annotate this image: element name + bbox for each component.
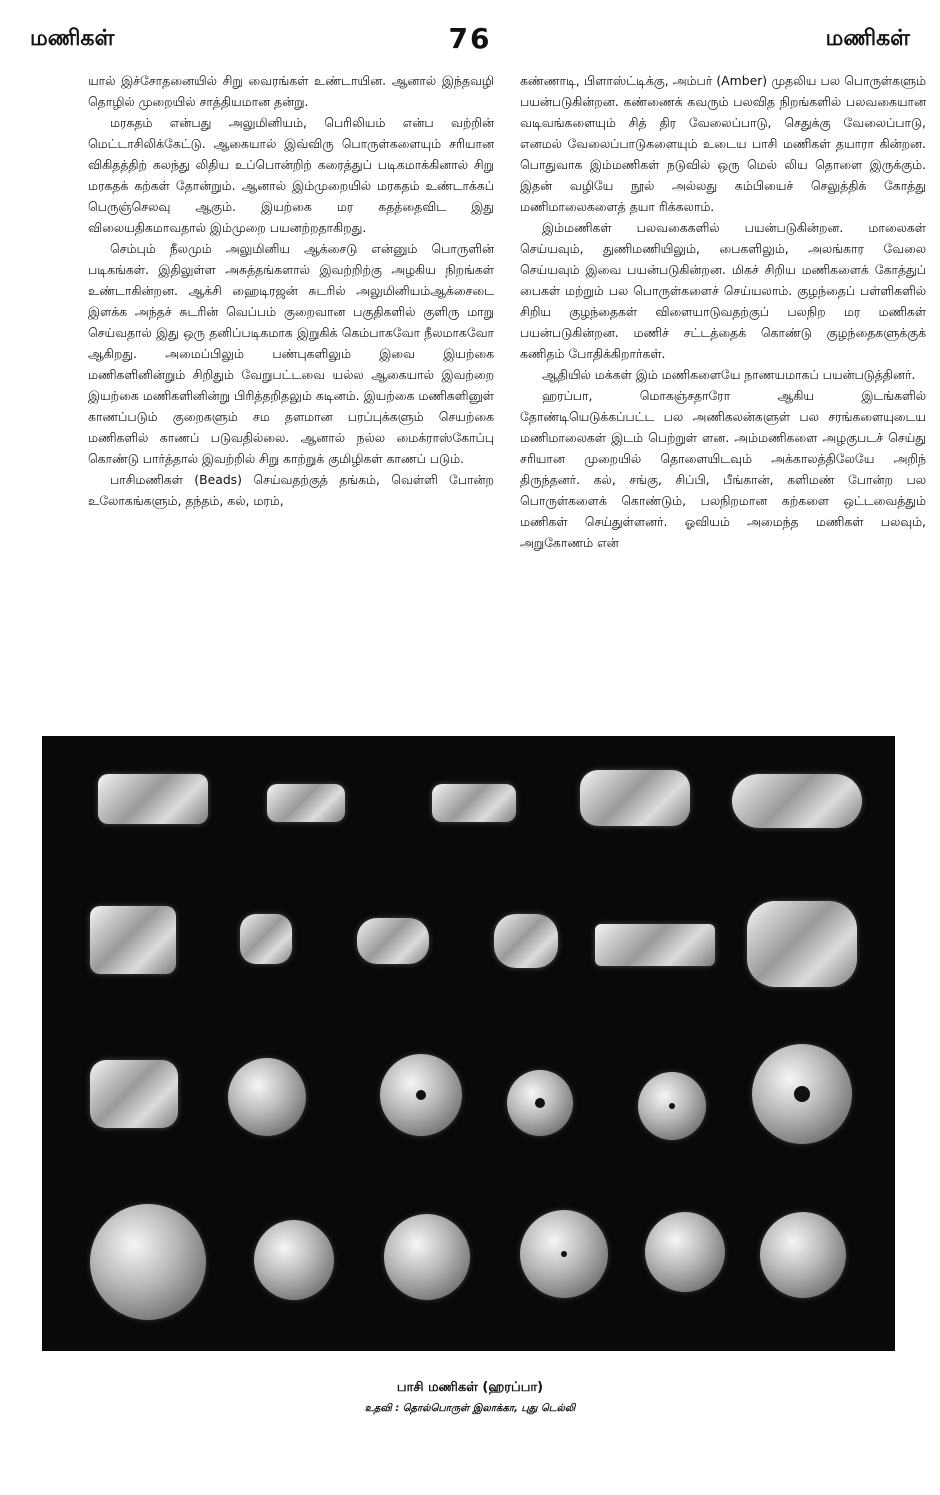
bead [520,1210,608,1298]
bead [380,1054,462,1136]
bead [384,1214,470,1300]
bead [507,1070,573,1136]
bead [747,901,857,987]
bead [267,784,345,822]
paragraph: செம்பும் நீலமும் அலுமினிய ஆக்சைடு என்னும் பொருளின் படிகங்கள். இதிலுள்ள அசுத்தங்களால் இவற்றிற்கு அழகிய நிறங்கள் உண்டாகின்றன. ஆக்சி ஹைடிரஜன் சுடரில் அலுமினியம்ஆக்சைடை இளக்க அந்தச் சுடரின் வெப்பம் குறைவான பகுதிகளில் குளிரு மாறு செய்வதால் இது ஒரு தனிப்படிகமாக இறுகிக் கெம்பாகவோ நீலமாகவோ ஆகிறது. அமைப்பிலும் பண்புகளிலும் இவை இயற்கை மணிகளினின்றும் சிறிதும் வேறுபட்டவை யல்ல ஆகையால் இவற்றை இயற்கை மணிகளினின்று பிரித்தறிதலும் கடினம். இயற்கை மணிகளினுள் காணப்படும் குறைகளும் சம தளமான பரப்புக்களும் செயற்கை மணிகளில் காணப் படுவதில்லை. ஆனால் நல்ல மைக்ராஸ்கோப்பு கொண்டு பார்த்தால் இவற்றில் சிறு காற்றுக் குமிழிகள் காணப் படும். [88,241,494,466]
bead [432,784,516,822]
bead [357,918,429,964]
paragraph: யால் இச்சோதனையில் சிறு வைரங்கள் உண்டாயின. ஆனால் இந்தவழி தொழில் முறையில் சாத்தியமான தன்று. [88,73,494,109]
paragraph: ஆதியில் மக்கள் இம் மணிகளையே நாணயமாகப் பயன்படுத்தினர். [542,367,916,382]
bead [254,1220,334,1300]
running-title-left: மணிகள் [30,26,115,51]
bead [90,1204,206,1320]
figure-caption: பாசி மணிகள் (ஹரப்பா) [396,1380,544,1395]
bead [90,1060,178,1128]
text-columns [88,70,926,710]
bead [494,914,558,968]
column-right [520,70,926,710]
paragraph: பாசிமணிகள் (Beads) செய்வதற்குத் தங்கம், வெள்ளி போன்ற உலோகங்களும், தந்தம், கல், மரம், [88,472,494,508]
bead [228,1058,306,1136]
paragraph: மரகதம் என்பது அலுமினியம், பெரிலியம் என்ப வற்றின் மெட்டாசிலிக்கேட்டு. ஆகையால் இவ்விரு பொருள்களையும் சரியான விகிதத்திற் கலந்து லிதிய உப்பொன்றிற் கரைத்துப் படிகமாக்கினால் சிறு மரகதக் கற்கள் தோன்றும். ஆனால் இம்முறையில் மரகதம் உண்டாக்கப் பெருஞ்செலவு ஆகும். இயற்கை மர கதத்தைவிட இது விலையதிகமாவதால் இம்முறை பயனற்றதாகிறது. [88,115,494,235]
paragraph: ஹரப்பா, மொகஞ்சதாரோ ஆகிய இடங்களில் தோண்டியெடுக்கப்பட்ட பல அணிகலன்களுள் பல சரங்களையுடைய மணிமாலைகள் இடம் பெற்றுள் ளன. அம்மணிகளை அழகுபடச் செய்து சரியான முறையில் தொளையிடவும் அக்காலத்திலேயே அறிந் திருந்தனர். கல், சங்கு, சிப்பி, பீங்கான், களிமண் போன்ற பல பொருள்களைக் கொண்டும், பலநிறமான கற்களை ஒட்டவைத்தும் மணிகள் செய்துள்ளனர். ஓவியம் அமைந்த மணிகள் பலவும், அறுகோணம் என் [520,388,926,550]
figure-credit: உதவி : தொல்பொருள் இலாக்கா, புது டெல்லி [364,1403,576,1414]
bead [580,770,690,826]
running-title-right: மணிகள் [825,26,910,51]
page-header [30,22,910,62]
bead [240,914,292,964]
bead [732,774,862,828]
bead [645,1212,725,1292]
bead [760,1212,846,1298]
bead [595,924,715,966]
paragraph: இம்மணிகள் பலவகைகளில் பயன்படுகின்றன. மாலைகள் செய்யவும், துணிமணியிலும், பைகளிலும், அலங்கார வேலை செய்யவும் இவை பயன்படுகின்றன. மிகச் சிறிய மணிகளைக் கோத்துப் பைகள் மற்றும் பல பொருள்களைச் செய்யலாம். குழந்தைப் பள்ளிகளில் சிறிய குழந்தைகள் விளையாடுவதற்குப் பலநிற மர மணிகள் பயன்படுகின்றன. மணிச் சட்டத்தைக் கொண்டு குழந்தைகளுக்குக் கணிதம் போதிக்கிறார்கள். [520,220,926,361]
column-left [88,70,494,710]
bead [90,906,176,974]
bead [98,774,208,824]
page-number: 76 [448,22,492,55]
beads-photograph [42,736,895,1351]
paragraph: கண்ணாடி, பிளாஸ்ட்டிக்கு, அம்பர் (Amber) முதலிய பல பொருள்களும் பயன்படுகின்றன. கண்ணைக் கவரும் பலவித நிறங்களில் பலவகையான வடிவங்களையும் சித் திர வேலைப்பாடு, செதுக்கு வேலைப்பாடு, எனமல் வேலைப்பாடுகளையும் உடைய பாசி மணிகள் தயாரா கின்றன. பொதுவாக இம்மணிகள் நடுவில் ஒரு மெல் லிய தொளை இருக்கும். இதன் வழியே நூல் அல்லது கம்பியைச் செலுத்திக் கோத்து மணிமாலைகளைத் தயா ரிக்கலாம். [520,73,926,214]
bead [752,1044,852,1144]
bead [638,1072,706,1140]
